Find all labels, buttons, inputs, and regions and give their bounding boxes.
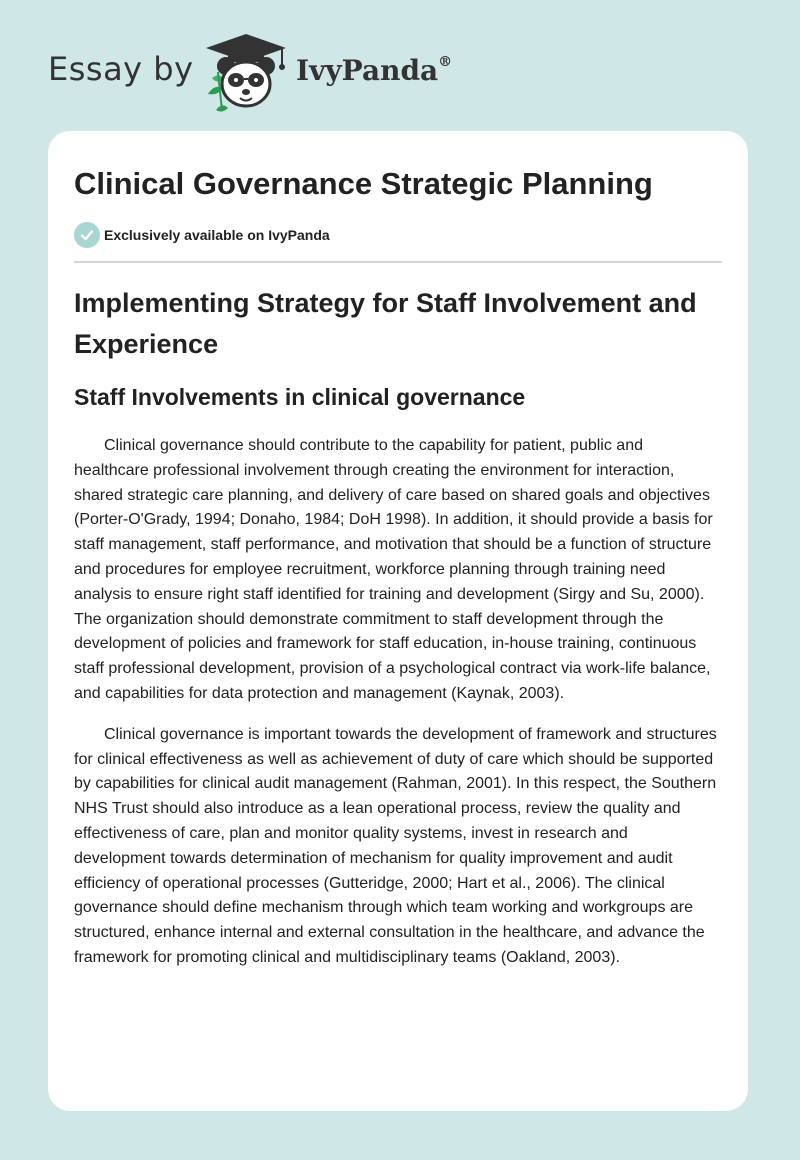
exclusive-badge (74, 221, 330, 249)
essay-card (48, 131, 748, 1111)
badge-label: Exclusively available on IvyPanda (104, 227, 330, 243)
check-circle-icon (74, 222, 100, 248)
site-header (0, 0, 800, 130)
section-heading: Implementing Strategy for Staff Involvement and Experience (74, 288, 697, 359)
divider (74, 261, 722, 263)
panda-graduate-logo-icon (198, 32, 294, 112)
subsection-heading: Staff Involvements in clinical governance (74, 384, 526, 410)
essay-body (74, 434, 722, 987)
ivypanda-brand[interactable]: IvyPanda® (296, 53, 453, 87)
page-title: Clinical Governance Strategic Planning (74, 166, 653, 201)
paragraph: Clinical governance is important towards the development of framework and structures for clinical effectiveness as well as achievement of duty of care which should be supported by capabilities for clinical audit management (Rahman, 2001). In this respect, the Southern NHS Trust should also introduce as a lean operational process, review the quality and effectiveness of care, plan and monitor quality systems, invest in research and development towards determination of mechanism for quality improvement and audit efficiency of operational processes (Gutteridge, 2000; Hart et al., 2006). The clinical governance should define mechanism through which team working and workgroups are structured, enhance internal and external consultation in the healthcare, and advance the framework for promoting clinical and multidisciplinary teams (Oakland, 2003). (74, 725, 717, 966)
paragraph: Clinical governance should contribute to the capability for patient, public and healthcare professional involvement through creating the environment for interaction, shared strategic care planning, and delivery of care based on shared goals and objectives (Porter-O'Grady, 1994; Donaho, 1984; DoH 1998). In addition, it should provide a basis for staff management, staff performance, and motivation that should be a function of structure and procedures for employee recruitment, workforce planning through training need analysis to ensure right staff identified for training and development (Sirgy and Su, 2000). The organization should demonstrate commitment to staff development through the development of policies and framework for staff education, in-house training, continuous staff professional development, provision of a psychological contract via work-life balance, and capabilities for data protection and management (Kaynak, 2003). (74, 437, 713, 702)
essay-by-label: Essay by (48, 50, 194, 88)
